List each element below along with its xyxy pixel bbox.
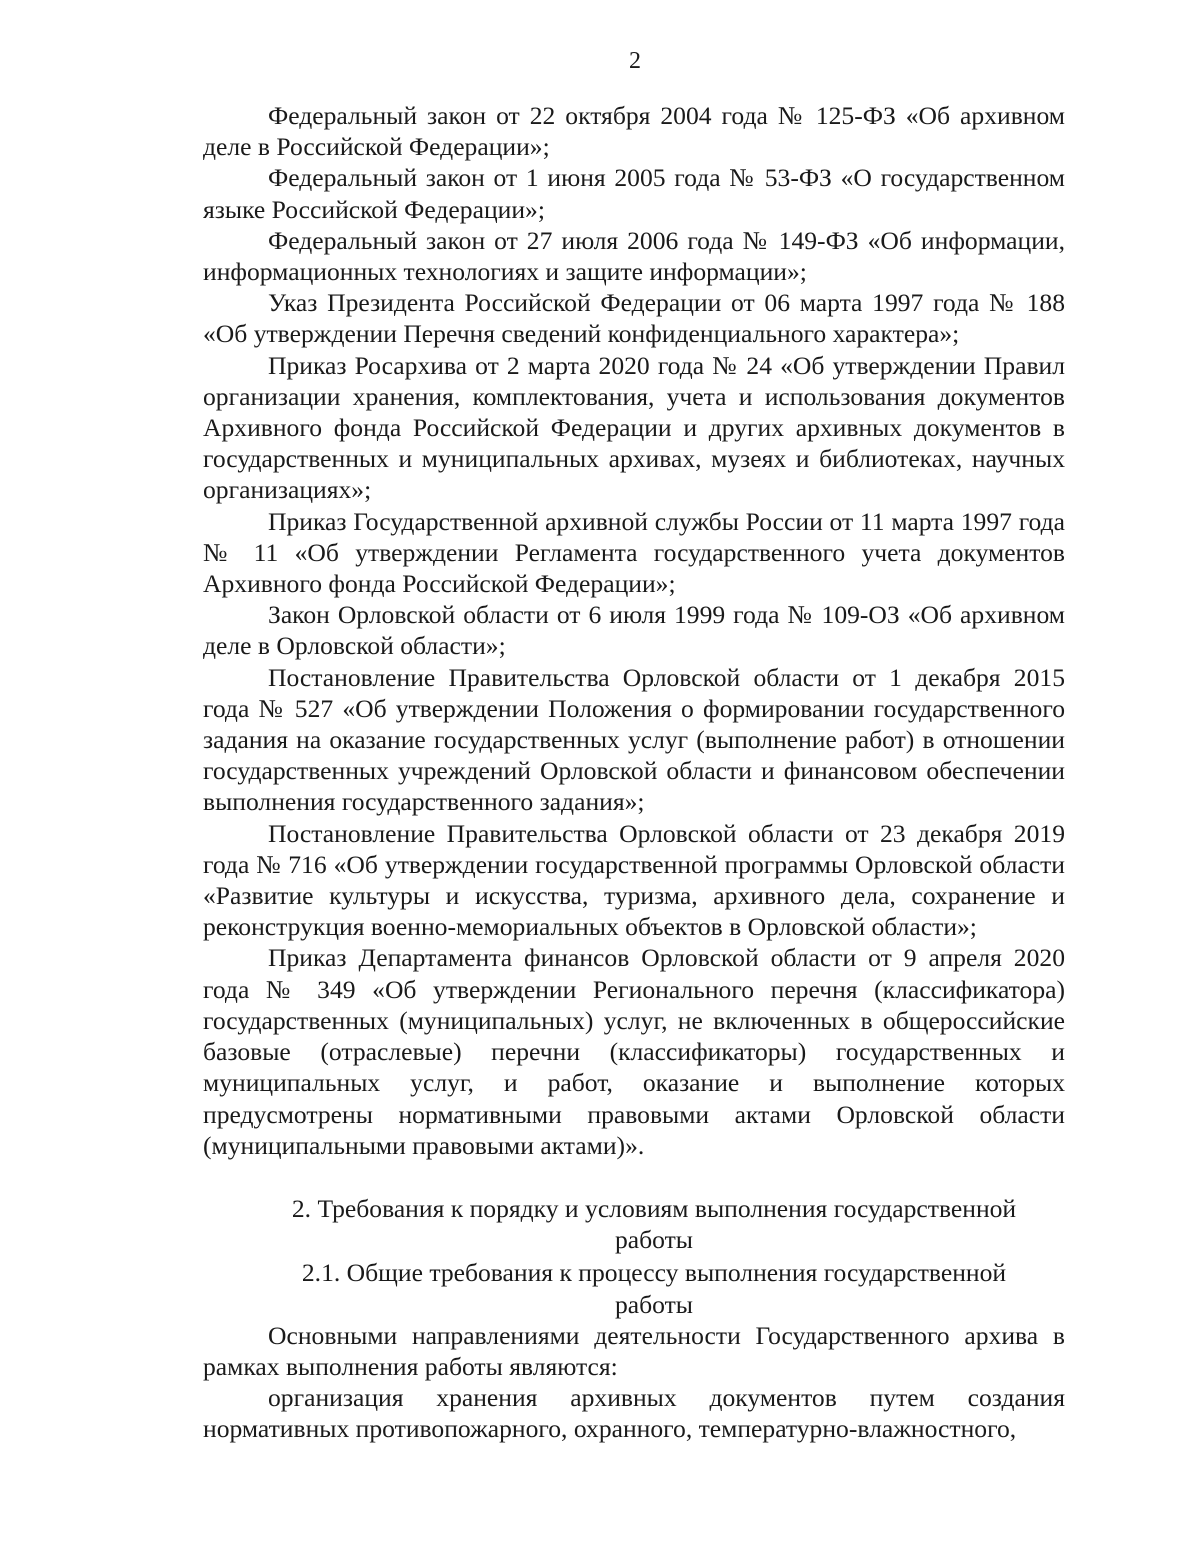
paragraph-main-directions: Основными направлениями деятельности Государственного архива в рамках выполнения работы являются: [203,1320,1065,1381]
section-heading: 2. Требования к порядку и условиям выполнения государственной работы [291,1193,1017,1255]
paragraph-federal-law-125: Федеральный закон от 22 октября 2004 года № 125-ФЗ «Об архивном деле в Российской Федерации»; [203,101,1065,162]
paragraph-federal-law-53: Федеральный закон от 1 июня 2005 года № 53-ФЗ «О государственном языке Российской Федерации»; [203,163,1065,224]
paragraph-oryol-law-109: Закон Орловской области от 6 июля 1999 года № 109-ОЗ «Об архивном деле в Орловской области»; [203,600,1065,661]
paragraph-federal-law-149: Федеральный закон от 27 июля 2006 года № 149-ФЗ «Об информации, информационных технологиях и защите информации»; [203,225,1065,287]
subsection-heading: 2.1. Общие требования к процессу выполнения государственной работы [301,1258,1007,1319]
paragraph-rosarkhiv-order-24: Приказ Росархива от 2 марта 2020 года № 24 «Об утверждении Правил организации хранения, комплектования, учета и использования документов Архивного фонда Российской Федерации и других архивных документов в государственных и муниципальных архивах, музеях и библиотеках, научных организациях»; [203,350,1065,505]
paragraph-oryol-resolution-527: Постановление Правительства Орловской области от 1 декабря 2015 года № 527 «Об утверждении Положения о формировании государственного задания на оказание государственных услуг (выполнение работ) в отношении государственных учреждений Орловской области и финансовом обеспечении выполнения государственного задания»; [203,662,1065,817]
paragraph-oryol-resolution-716: Постановление Правительства Орловской области от 23 декабря 2019 года № 716 «Об утверждении государственной программы Орловской области «Развитие культуры и искусства, туризма, архивного дела, сохранение и реконструкция военно-мемориальных объектов в Орловской области»; [203,818,1065,942]
paragraph-archive-service-order-11: Приказ Государственной архивной службы России от 11 марта 1997 года № 11 «Об утверждении Регламента государственного учета документов Архивного фонда Российской Федерации»; [203,506,1065,599]
page-number: 2 [629,48,641,74]
paragraph-finance-order-349: Приказ Департамента финансов Орловской области от 9 апреля 2020 года № 349 «Об утверждении Регионального перечня (классификатора) государственных (муниципальных) услуг, не включенных в общероссийские базовые (отраслевые) перечни (классификаторы) государственных и муниципальных услуг, и работ, оказание и выполнение которых предусмотрены нормативными правовыми актами Орловской области (муниципальными правовыми актами)». [203,943,1065,1160]
paragraph-presidential-decree-188: Указ Президента Российской Федерации от 06 марта 1997 года № 188 «Об утверждении Перечня сведений конфиденциального характера»; [203,288,1065,349]
paragraph-storage-organization: организация хранения архивных документов путем создания нормативных противопожарного, охранного, температурно-влажностного, [203,1383,1065,1444]
document-body [203,100,1065,1445]
